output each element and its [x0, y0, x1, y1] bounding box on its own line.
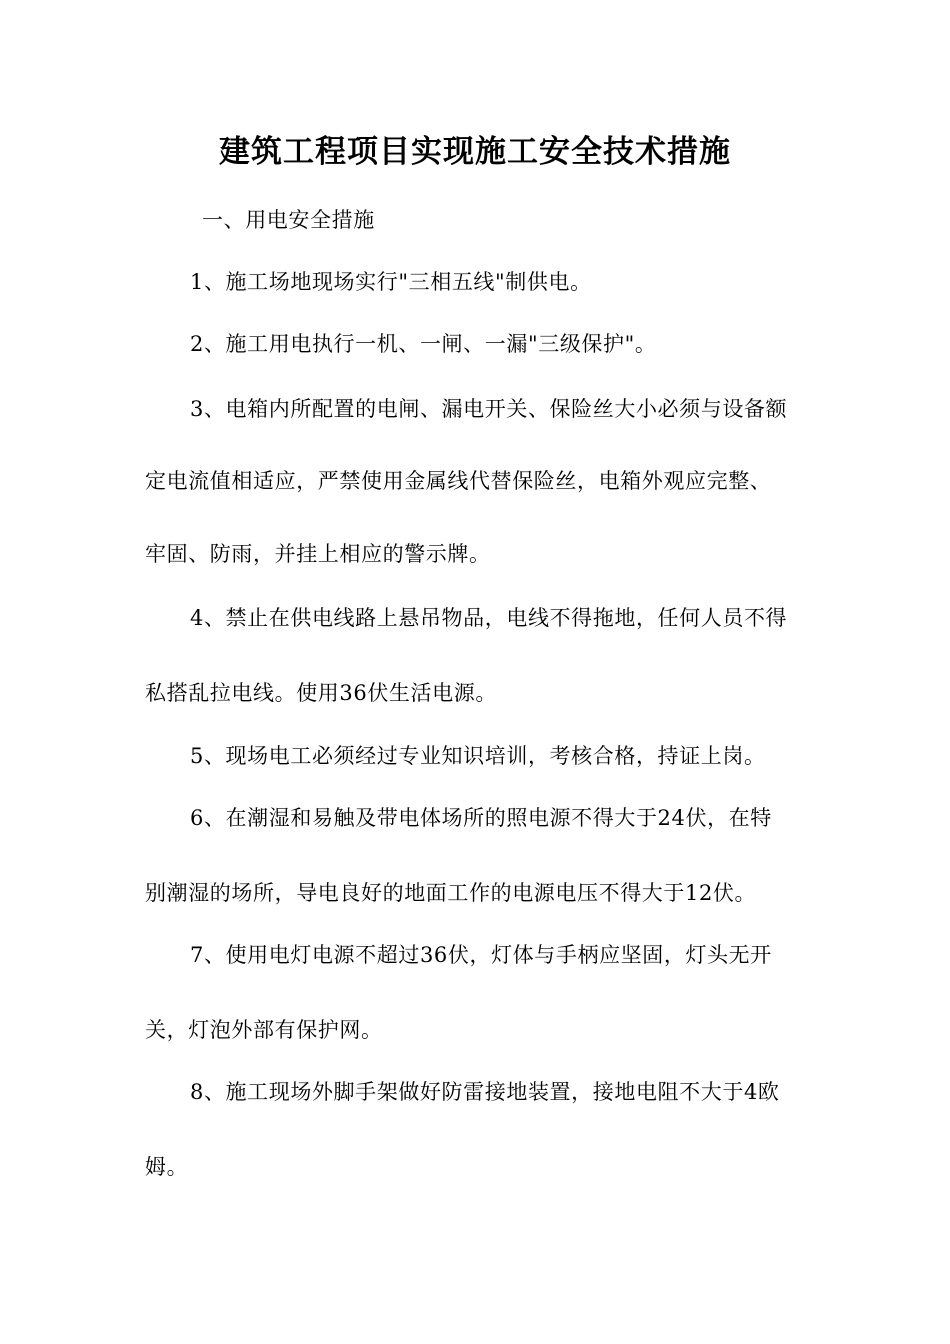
section-heading: 一、用电安全措施 — [202, 208, 375, 232]
paragraph-line: 7、使用电灯电源不超过36伏，灯体与手柄应坚固，灯头无开 — [190, 943, 772, 967]
paragraph-line: 6、在潮湿和易触及带电体场所的照电源不得大于24伏，在特 — [190, 806, 772, 830]
paragraph-line: 2、施工用电执行一机、一闸、一漏"三级保护"。 — [190, 332, 657, 356]
paragraph-line: 3、电箱内所配置的电闸、漏电开关、保险丝大小必须与设备额 — [190, 397, 788, 421]
paragraph-line: 牢固、防雨，并挂上相应的警示牌。 — [145, 542, 491, 566]
paragraph-line: 关，灯泡外部有保护网。 — [145, 1018, 383, 1042]
paragraph-line: 别潮湿的场所，导电良好的地面工作的电源电压不得大于12伏。 — [145, 881, 757, 905]
paragraph-line: 8、施工现场外脚手架做好防雷接地装置，接地电阻不大于4欧 — [190, 1080, 780, 1104]
page-title: 建筑工程项目实现施工安全技术措施 — [219, 134, 731, 170]
paragraph-line: 私搭乱拉电线。使用36伏生活电源。 — [145, 681, 497, 705]
paragraph-line: 姆。 — [145, 1155, 189, 1179]
paragraph-line: 5、现场电工必须经过专业知识培训，考核合格，持证上岗。 — [190, 744, 766, 768]
paragraph-line: 4、禁止在供电线路上悬吊物品，电线不得拖地，任何人员不得 — [190, 606, 788, 630]
paragraph-line: 定电流值相适应，严禁使用金属线代替保险丝，电箱外观应完整、 — [145, 469, 772, 493]
paragraph-line: 1、施工场地现场实行"三相五线"制供电。 — [190, 270, 592, 294]
